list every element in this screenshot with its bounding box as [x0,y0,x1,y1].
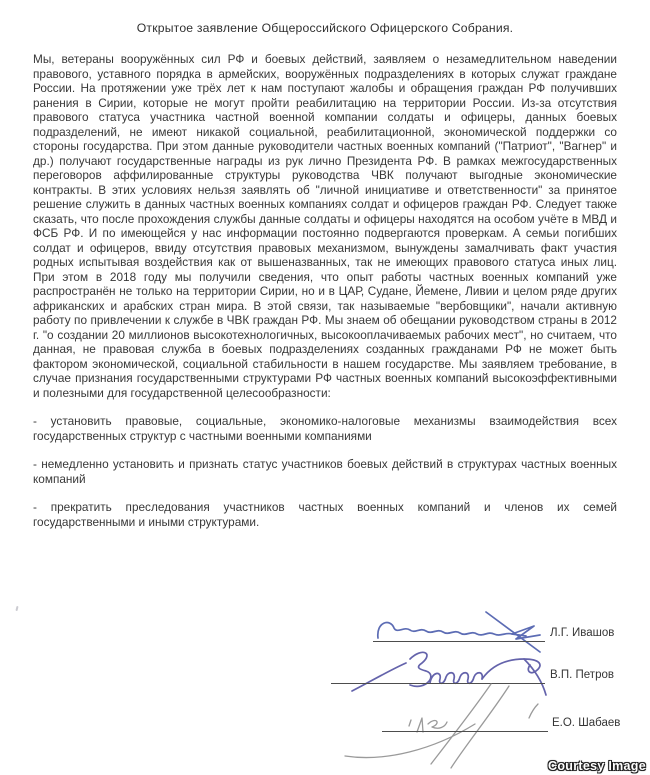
demand-item-2: - немедленно установить и признать статус участников боевых действий в структурах частных военных компаний [33,457,617,486]
signatory-name: Е.О. Шабаев [552,717,621,729]
body-paragraph: Мы, ветераны вооружённых сил РФ и боевых действий, заявляем о незамедлительном наведении правового, уставного порядка в армейских, вооружённых подразделениях в которых служат граждане России. На протяжении уже трёх лет к нам поступают жалобы и обращения граждан РФ получивших ранения в Сирии, которые не могут пройти реабилитацию на территории России. Из-за отсутствия правового статуса участника частной военной компании солдаты и офицеры, данных боевых подразделений, не имеют никакой социальной, реабилитационной, экономической поддержки со стороны государства. При этом данные руководители частных военных компаний ("Патриот", "Вагнер" и др.) получают государственные награды из рук лично Президента РФ. В рамках межгосударственных переговоров аффилированные структуры руководства ЧВК получают выгодные экономические контракты. В этих условиях нельзя заявлять об "личной инициативе и ответственности" за принятое решение служить в данных частных военных компаниях солдат и офицеров граждан РФ. Следует также сказать, что после прохождения службы данные солдаты и офицеры находятся на особом учёте в МВД и ФСБ РФ. И по имеющейся у нас информации постоянно подвергаются проверкам. А семьи погибших солдат и офицеров, ввиду отсутствия правовых механизмом, вынуждены замалчивать факт участия родных испытывая воздействия как от вышеназванных, так не имеющих правового статуса иных лиц. При этом в 2018 году мы получили сведения, что опыт работы частных военных компаний уже распространён не только на территории Сирии, но и в ЦАР, Судане, Йемене, Ливии и целом ряде других африканских и арабских стран мира. В этой связи, так называемые "вербовщики", начали активную работу по привлечении к службе в ЧВК граждан РФ. Мы знаем об обещании руководством страны в 2012 г. "о создании 20 миллионов высокотехнологичных, высокооплачиваемых рабочих мест", но считаем, что данная, не правовая служба в боевых подразделениях созданных гражданами РФ не может быть фактором экономической, социальной стабильности в нашем государстве. Мы заявляем требование, в случае признания государственными структурами РФ частных военных компаний высокоэффективными и полезными для государственной целесообразности: [33,52,617,400]
signatures-block [0,600,650,775]
signatory-name: Л.Г. Ивашов [550,627,615,639]
page-title: Открытое заявление Общероссийского Офицерского Собрания. [136,21,514,35]
demand-item-3: - прекратить преследования участников частных военных компаний и членов их семей государственными и иными структурами. [33,500,617,529]
signature-line [373,641,545,642]
demand-item-1: - установить правовые, социальные, экономико-налоговые механизмы взаимодействия всех государственных структур с частными военными компаниями [33,414,617,443]
signatory-name: В.П. Петров [550,669,614,681]
signature-drawing-shabaev [333,680,565,770]
courtesy-image-watermark: Courtesy Image [548,759,646,773]
signature-line [382,731,548,732]
